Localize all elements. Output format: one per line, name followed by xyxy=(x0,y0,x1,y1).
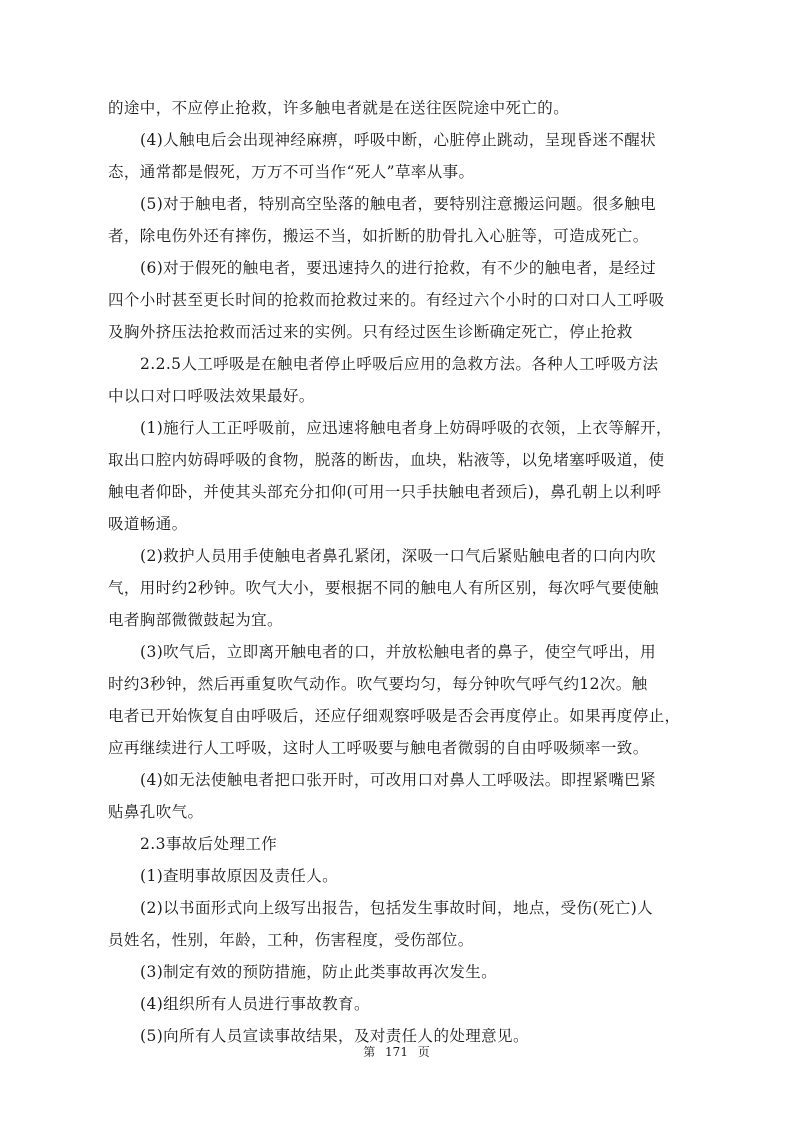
page-number-prefix: 第 xyxy=(363,1045,376,1059)
text-line: (2)救护人员用手使触电者鼻孔紧闭，深吸一口气后紧贴触电者的口向内吹 xyxy=(140,547,657,565)
page-number-suffix: 页 xyxy=(417,1045,430,1059)
text-line: 贴鼻孔吹气。 xyxy=(108,803,204,821)
section-heading: 2.3事故后处理工作 xyxy=(140,835,278,853)
text-line: 及胸外挤压法抢救而活过来的实例。只有经过医生诊断确定死亡，停止抢救 xyxy=(108,323,633,341)
text-line: (4)如无法使触电者把口张开时，可改用口对鼻人工呼吸法。即捏紧嘴巴紧 xyxy=(140,771,657,789)
text-line: 态，通常都是假死，万万不可当作“死人”草率从事。 xyxy=(108,163,475,181)
text-line: 2.2.5人工呼吸是在触电者停止呼吸后应用的急救方法。各种人工呼吸方法 xyxy=(140,355,659,373)
text-line: 的途中，不应停止抢救，许多触电者就是在送往医院途中死亡的。 xyxy=(108,99,570,117)
text-line: (4)人触电后会出现神经麻痹，呼吸中断，心脏停止跳动，呈现昏迷不醒状 xyxy=(140,131,657,149)
text-line: 者，除电伤外还有摔伤，搬运不当，如折断的肋骨扎入心脏等，可造成死亡。 xyxy=(108,227,649,245)
text-line: 吸道畅通。 xyxy=(108,515,188,533)
document-body xyxy=(108,92,680,1052)
text-line: 四个小时甚至更长时间的抢救而抢救过来的。有经过六个小时的口对口人工呼吸 xyxy=(108,291,665,309)
text-line: (4)组织所有人员进行事故教育。 xyxy=(140,995,370,1013)
text-line: (5)向所有人员宣读事故结果，及对责任人的处理意见。 xyxy=(140,1027,529,1045)
text-line: (1)施行人工正呼吸前，应迅速将触电者身上妨碍呼吸的衣领，上衣等解开， xyxy=(140,419,672,437)
text-line: 电者已开始恢复自由呼吸后，还应仔细观察呼吸是否会再度停止。如果再度停止， xyxy=(108,707,681,725)
page-footer xyxy=(0,1044,793,1060)
text-line: 电者胸部微微鼓起为宜。 xyxy=(108,611,283,629)
text-line: 气，用时约2秒钟。吹气大小，要根据不同的触电人有所区别，每次呼气要使触 xyxy=(108,579,659,597)
text-line: 中以口对口呼吸法效果最好。 xyxy=(108,387,315,405)
text-line: (6)对于假死的触电者，要迅速持久的进行抢救，有不少的触电者，是经过 xyxy=(140,259,657,277)
text-line: (5)对于触电者，特别高空坠落的触电者，要特别注意搬运问题。很多触电 xyxy=(140,195,657,213)
text-line: 触电者仰卧，并使其头部充分扣仰(可用一只手扶触电者颈后)，鼻孔朝上以利呼 xyxy=(108,483,662,501)
text-line: 取出口腔内妨碍呼吸的食物，脱落的断齿，血块，粘液等，以免堵塞呼吸道，使 xyxy=(108,451,665,469)
text-line: 员姓名，性别，年龄，工种，伤害程度，受伤部位。 xyxy=(108,931,474,949)
text-line: (1)查明事故原因及责任人。 xyxy=(140,867,339,885)
text-line: (3)制定有效的预防措施，防止此类事故再次发生。 xyxy=(140,963,498,981)
text-line: 应再继续进行人工呼吸，这时人工呼吸要与触电者微弱的自由呼吸频率一致。 xyxy=(108,739,649,757)
page-number: 171 xyxy=(385,1045,408,1059)
text-line: (2)以书面形式向上级写出报告，包括发生事故时间，地点，受伤(死亡)人 xyxy=(140,899,654,917)
text-line: 时约3秒钟，然后再重复吹气动作。吹气要均匀，每分钟吹气呼气约12次。触 xyxy=(108,675,648,693)
text-line: (3)吹气后，立即离开触电者的口，并放松触电者的鼻子，使空气呼出，用 xyxy=(140,643,657,661)
